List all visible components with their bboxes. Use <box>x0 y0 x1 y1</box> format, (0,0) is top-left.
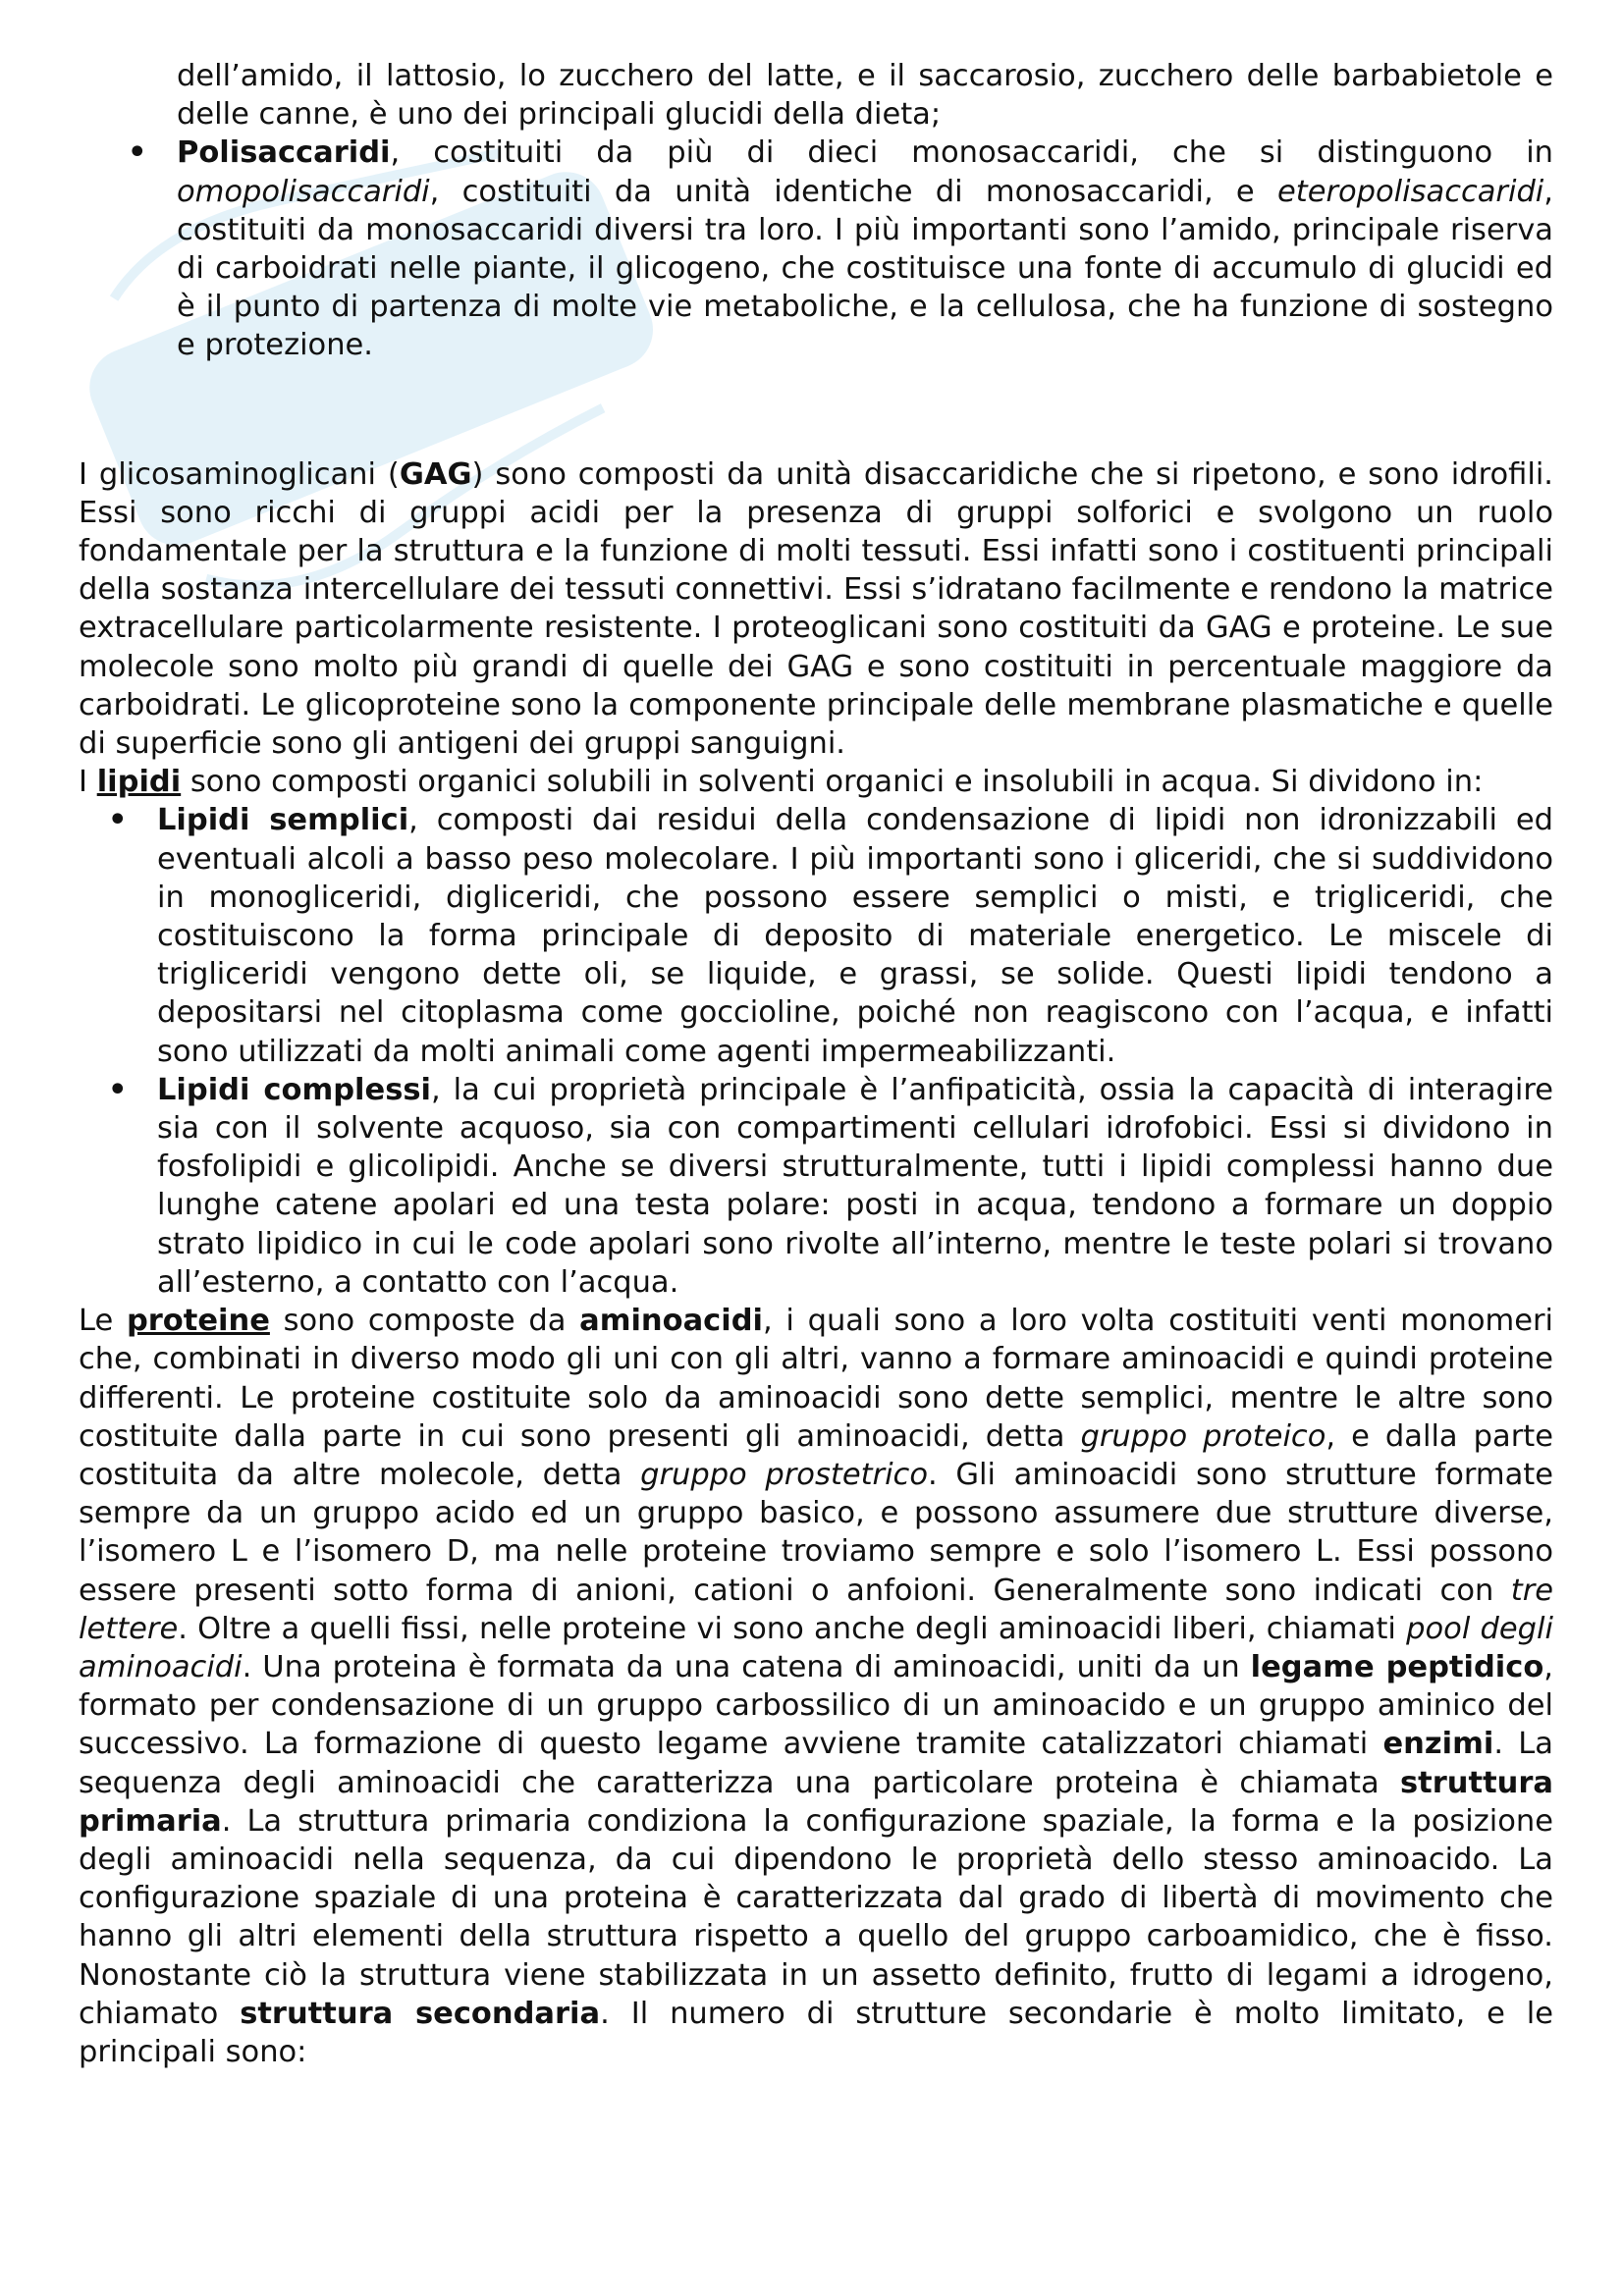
term-struttura-primaria: struttura primaria <box>79 1765 1553 1839</box>
list-item-polisaccaridi: • Polisaccaridi, costituiti da più di dieci monosaccaridi, che si distinguono in omopolisaccaridi, costituiti da unità identiche di monosaccaridi, e eteropolisaccaridi, costituiti da monosaccaridi diversi tra loro. I più importanti sono l’amido, principale riserva di carboidrati nelle piante, il glicogeno, che costituisce una fonte di accumulo di glucidi ed è il punto di partenza di molte vie metaboliche, e la cellulosa, che ha funzione di sostegno e protezione. <box>128 135 1553 363</box>
bullet-icon: • <box>108 1072 128 1107</box>
term-struttura-secondaria: struttura secondaria <box>240 1996 601 2031</box>
term-gag: GAG <box>399 456 472 492</box>
term-lipidi-semplici: Lipidi semplici <box>157 803 409 838</box>
spacer <box>79 365 1553 455</box>
list-item-lipidi-complessi: • Lipidi complessi, la cui proprietà principale è l’anfipaticità, ossia la capacità di interagire sia con il solvente acquoso, sia con compartimenti cellulari idrofobici. Essi si dividono in fosfolipidi e glicolipidi. Anche se diversi strutturalmente, tutti i lipidi complessi hanno due lunghe catene apolari ed una testa polare: posti in acqua, tendono a formare un doppio strato lipidico in cui le code apolari sono rivolte all’interno, mentre le teste polari si trovano all’esterno, a contatto con l’acqua. <box>108 1072 1553 1300</box>
term-enzimi: enzimi <box>1382 1727 1494 1762</box>
heading-proteine: proteine <box>126 1304 270 1339</box>
bullet-icon: • <box>108 803 128 838</box>
term-gruppo-prostetrico: gruppo prostetrico <box>640 1457 928 1492</box>
bullet-icon: • <box>128 135 147 171</box>
term-lipidi-complessi: Lipidi complessi <box>157 1072 431 1107</box>
term-polisaccaridi: Polisaccaridi <box>177 135 391 171</box>
term-gruppo-proteico: gruppo proteico <box>1080 1418 1326 1454</box>
list-lipidi <box>79 801 1553 1302</box>
term-legame-peptidico: legame peptidico <box>1250 1649 1544 1684</box>
term-tre-lettere: tre lettere <box>79 1573 1553 1646</box>
list-polisaccaridi <box>79 133 1553 364</box>
term-pool-aminoacidi: pool degli aminoacidi <box>79 1611 1553 1684</box>
paragraph-proteine: Le proteine sono composte da aminoacidi, i quali sono a loro volta costituiti venti monomeri che, combinati in diverso modo gli uni con gli altri, vanno a formare aminoacidi e quindi proteine differenti. Le proteine costituite solo da aminoacidi sono dette semplici, mentre le altre sono costituite dalla parte in cui sono presenti gli aminoacidi, detta gruppo proteico, e dalla parte costituita da altre molecole, detta gruppo prostetrico. Gli aminoacidi sono strutture formate sempre da un gruppo acido ed un gruppo basico, e possono assumere due strutture diverse, l’isomero L e l’isomero D, ma nelle proteine troviamo sempre e solo l’isomero L. Essi possono essere presenti sotto forma di anioni, cationi o anfoioni. Generalmente sono indicati con tre lettere. Oltre a quelli fissi, nelle proteine vi sono anche degli aminoacidi liberi, chiamati pool degli aminoacidi. Una proteina è formata da una catena di aminoacidi, uniti da un legame peptidico, formato per condensazione di un gruppo carbossilico di un aminoacido e un gruppo aminico del successivo. La formazione di questo legame avviene tramite catalizzatori chiamati enzimi. La sequenza degli aminoacidi che caratterizza una particolare proteina è chiamata struttura primaria. La struttura primaria condiziona la configurazione spaziale, la forma e la posizione degli aminoacidi nella sequenza, da cui dipendono le proprietà dello stesso aminoacido. La configurazione spaziale di una proteina è caratterizzata dal grado di libertà di movimento che hanno gli altri elementi della struttura rispetto a quello del gruppo carboamidico, che è fisso. Nonostante ciò la struttura viene stabilizzata in un assetto definito, frutto di legami a idrogeno, chiamato struttura secondaria. Il numero di strutture secondarie è molto limitato, e le principali sono: <box>79 1304 1554 2069</box>
term-omopolisaccaridi: omopolisaccaridi <box>177 174 430 209</box>
list-item-lipidi-semplici: • Lipidi semplici, composti dai residui della condensazione di lipidi non idronizzabili ed eventuali alcoli a basso peso molecolare. I più importanti sono i gliceridi, che si suddividono in monogliceridi, digliceridi, che possono essere semplici o misti, e trigliceridi, che costituiscono la forma principale di deposito di materiale energetico. Le miscele di trigliceridi vengono dette oli, se liquide, e grassi, se solide. Questi lipidi tendono a depositarsi nel citoplasma come goccioline, poiché non reagiscono con l’acqua, e infatti sono utilizzati da molti animali come agenti impermeabilizzanti. <box>108 803 1554 1069</box>
paragraph-gag: I glicosaminoglicani (GAG) sono composti da unità disaccaridiche che si ripetono, e sono idrofili. Essi sono ricchi di gruppi acidi per la presenza di gruppi solforici e svolgono un ruolo fondamentale per la struttura e la funzione di molti tessuti. Essi infatti sono i costituenti principali della sostanza intercellulare dei tessuti connettivi. Essi s’idratano facilmente e rendono la matrice extracellulare particolarmente resistente. I proteoglicani sono costituiti da GAG e proteine. Le sue molecole sono molto più grandi di quelle dei GAG e sono costituiti in percentuale maggiore da carboidrati. Le glicoproteine sono la componente principale delle membrane plasmatiche e quelle di superficie sono gli antigeni dei gruppi sanguigni. <box>79 456 1553 762</box>
heading-lipidi: lipidi <box>96 765 182 800</box>
document-page <box>79 57 1553 2071</box>
term-aminoacidi: aminoacidi <box>579 1304 763 1339</box>
paragraph-lipidi-intro: I lipidi sono composti organici solubili in solventi organici e insolubili in acqua. Si dividono in: <box>79 765 1484 800</box>
paragraph-disaccaridi-continued: dell’amido, il lattosio, lo zucchero del latte, e il saccarosio, zucchero delle barbabietole e delle canne, è uno dei principali glucidi della dieta; <box>177 59 1553 133</box>
term-eteropolisaccaridi: eteropolisaccaridi <box>1276 174 1544 209</box>
